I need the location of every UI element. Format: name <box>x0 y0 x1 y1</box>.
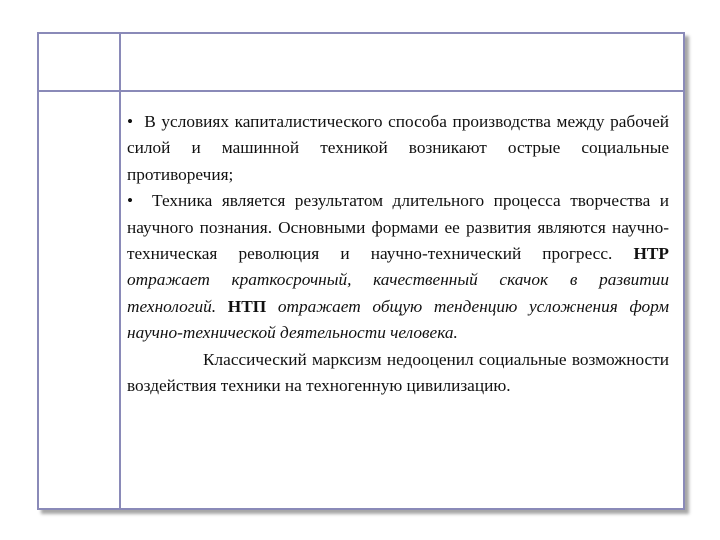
header-right-cell <box>120 33 684 91</box>
table-body-row <box>38 91 684 509</box>
ntr-definition: отражает краткосрочный, качественный скачок в развитии технологий. <box>127 270 669 316</box>
paragraph-3-text: Классический марксизм недооценил социальные возможности воздействия техники на техногенную цивилизацию. <box>127 349 669 396</box>
bullet-marker: • <box>127 112 134 131</box>
body-left-cell <box>38 91 120 509</box>
ntp-definition: отражает общую тенденцию усложнения форм научно-технической деятельности человека. <box>127 296 669 343</box>
table-header-row <box>38 33 684 91</box>
bullet-paragraph-2 <box>127 188 669 346</box>
header-left-cell <box>38 33 120 91</box>
bullet-paragraph-1 <box>127 109 669 188</box>
bullet-marker: • <box>127 191 134 211</box>
paragraph-2-text: Техника является результатом длительного процесса творчества и научного познания. Основными формами ее развития являются научно-техническая революция и научно-технический прогресс. <box>127 191 670 264</box>
content-table <box>37 32 685 510</box>
paragraph-1-text: В условиях капиталистического способа производства между рабочей силой и машинной техникой возникают острые социальные противоречия; <box>127 112 669 184</box>
text-block <box>121 92 683 399</box>
body-right-cell <box>120 91 684 509</box>
paragraph-3 <box>127 347 669 400</box>
abbr-ntp: НТП <box>227 296 267 316</box>
abbr-ntr: НТР <box>633 244 669 264</box>
